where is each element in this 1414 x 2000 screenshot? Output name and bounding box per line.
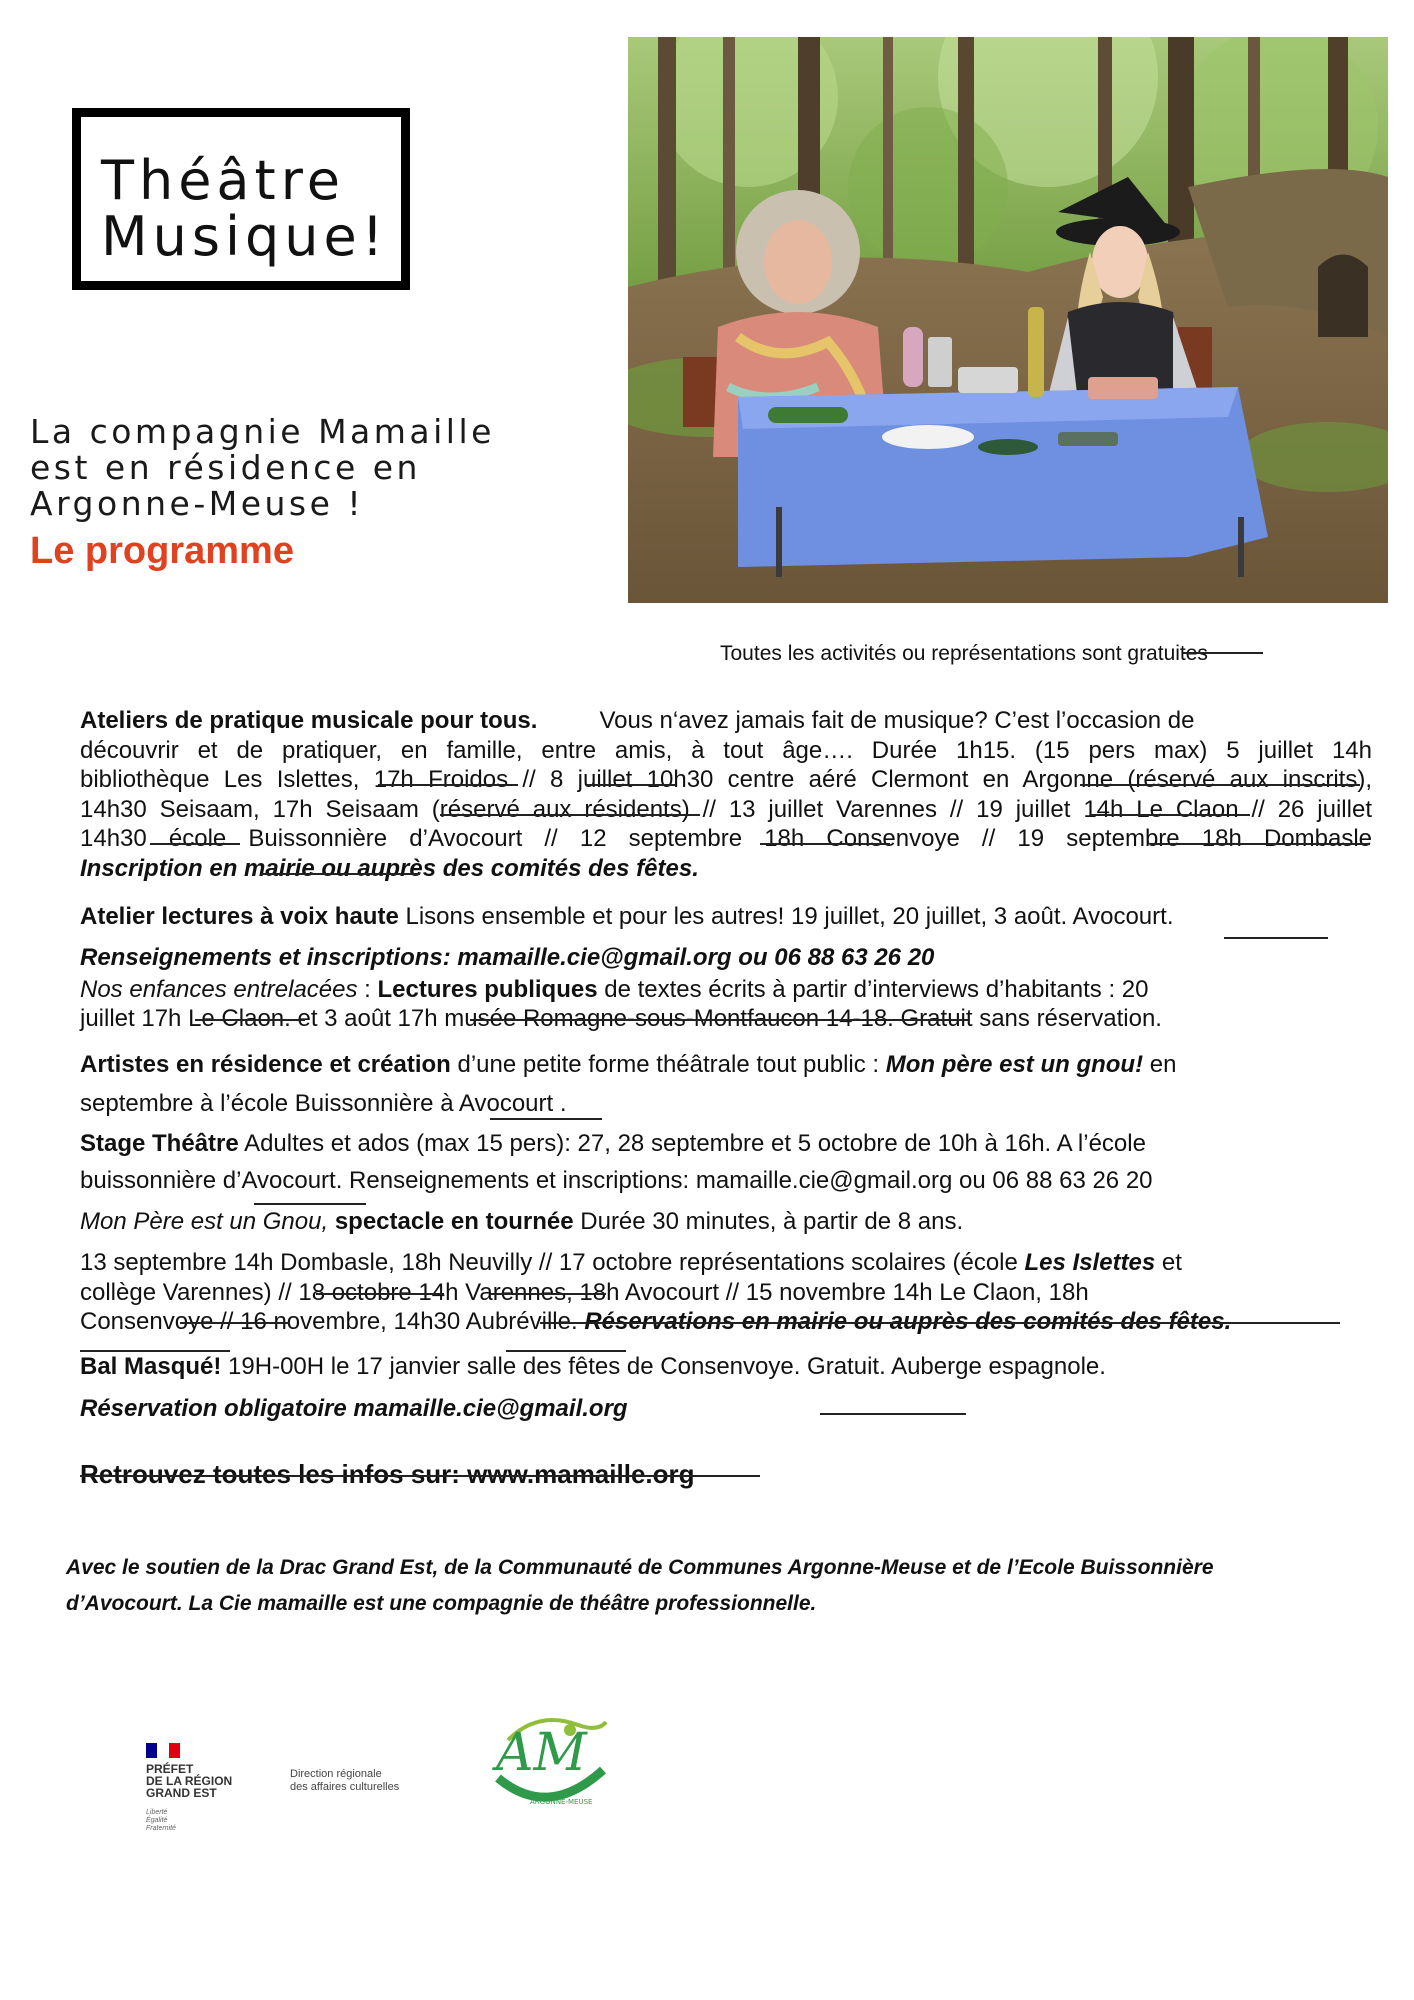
tournee-dates-end: et: [1155, 1249, 1182, 1276]
rule-line: [1224, 937, 1328, 939]
programme-title: Le programme: [30, 530, 294, 572]
prefet-line-3: GRAND EST: [146, 1786, 217, 1800]
enfances-sep: :: [357, 976, 378, 1003]
motto-liberte: Liberté: [146, 1809, 168, 1816]
rule-line: [195, 1019, 305, 1021]
rule-line: [490, 1118, 602, 1120]
stage-heading: Stage Théâtre: [80, 1130, 239, 1157]
motto-egalite: Égalité: [146, 1817, 168, 1824]
title-line-theatre: Théâtre: [101, 149, 345, 212]
support-statement: [66, 1550, 1386, 1622]
rule-line: [820, 1413, 966, 1415]
ateliers-line-5: 14h30 école Buissonnière d’Avocourt // 12 septembre 18h Consenvoye // 19 septembre 18h Dombasle: [80, 825, 1372, 852]
enfances-rest: de textes écrits à partir d’interviews d’habitants : 20: [597, 976, 1149, 1003]
ateliers-line-1: [80, 706, 1372, 736]
tournee-heading: spectacle en tournée: [328, 1208, 574, 1235]
support-line-1: Avec le soutien de la Drac Grand Est, de la Communauté de Communes Argonne-Meuse et de l’Ecole Buissonnière: [66, 1556, 1214, 1579]
residence-text: d’une petite forme théâtrale tout public :: [450, 1051, 886, 1078]
prefet-motto: [146, 1809, 176, 1833]
bal-line: [80, 1352, 1372, 1382]
stage-line-2: buissonnière d’Avocourt. Renseignements et inscriptions: mamaille.cie@gmail.org ou 06 88 63 26 20: [80, 1167, 1153, 1194]
motto-fraternite: Fraternité: [146, 1825, 176, 1832]
lectures-publiques: Lectures publiques: [377, 976, 598, 1003]
ateliers-line-2: découvrir et de pratiquer, en famille, entre amis, à tout âge…. Durée 1h15. (15 pers max) 5 juillet 14h: [80, 736, 1372, 764]
am-letters: AM: [496, 1723, 587, 1783]
rule-line: [506, 1350, 626, 1352]
support-line-2: d’Avocourt. La Cie mamaille est une compagnie de théâtre professionnelle.: [66, 1592, 817, 1615]
ateliers-intro: Vous n‘avez jamais fait de musique? C’est l’occasion de: [599, 707, 1195, 734]
argonne-meuse-logo: [478, 1700, 618, 1816]
stage-line-1: [80, 1129, 1372, 1159]
rule-line: [80, 1475, 760, 1477]
tournee-dates-text-3: Consenvoye // 16 novembre, 14h30 Aubréville.: [80, 1308, 585, 1335]
prefet-line-2: DE LA RÉGION: [146, 1774, 233, 1788]
tournee-dates-line-2: collège Varennes) // 18 octobre 14h Varennes, 18h Avocourt // 15 novembre 14h Le Claon, 18h: [80, 1278, 1089, 1306]
drac-line-1: Direction régionale: [290, 1768, 382, 1780]
argonne-meuse-emblem: [478, 1700, 618, 1816]
am-ring-text: ARGONNE-MEUSE: [530, 1798, 593, 1806]
forest-picnic-illustration: [628, 37, 1388, 603]
rule-line: [1150, 843, 1370, 845]
intro-line-3: Argonne-Meuse !: [30, 484, 365, 523]
tournee-dates-line-1: [80, 1248, 1372, 1278]
tournee-dates-text: 13 septembre 14h Dombasle, 18h Neuvilly // 17 octobre représentations scolaires (école: [80, 1249, 1025, 1276]
bal-reservation: Réservation obligatoire mamaille.cie@gmail.org: [80, 1395, 628, 1422]
rule-line: [540, 1322, 1340, 1324]
intro-line-2: est en résidence en: [30, 448, 421, 487]
rule-line: [316, 1293, 444, 1295]
rule-line: [1080, 784, 1360, 786]
tournee-islettes: Les Islettes: [1024, 1249, 1156, 1276]
rule-line: [260, 873, 420, 875]
rule-line: [586, 784, 676, 786]
ateliers-heading: Ateliers de pratique musicale pour tous.: [80, 707, 538, 734]
bal-heading: Bal Masqué!: [80, 1353, 222, 1380]
residence-line-2: septembre à l’école Buissonnière à Avocourt .: [80, 1090, 567, 1117]
rule-line: [254, 1203, 366, 1205]
drac-label: [290, 1768, 399, 1794]
enfances-line-1: [80, 975, 1372, 1005]
tournee-title: Mon Père est un Gnou,: [80, 1208, 329, 1235]
prefet-region-logo: [146, 1743, 266, 1839]
lectures-line: [80, 902, 1372, 932]
rule-line: [378, 784, 518, 786]
ateliers-line-4: 14h30 Seisaam, 17h Seisaam (réservé aux résidents) // 13 juillet Varennes // 19 juillet 14h Le Claon // 26 juillet: [80, 795, 1372, 823]
lectures-text: Lisons ensemble et pour les autres! 19 juillet, 20 juillet, 3 août. Avocourt.: [405, 903, 1174, 930]
rule-line: [760, 843, 890, 845]
rule-line: [470, 1019, 970, 1021]
intro-line-1: La compagnie Mamaille: [30, 412, 495, 451]
residence-text-end: en: [1143, 1051, 1177, 1078]
hero-photo: [628, 37, 1388, 603]
stage-text: Adultes et ados (max 15 pers): 27, 28 septembre et 5 octobre de 10h à 16h. A l’école: [238, 1130, 1146, 1157]
rule-line: [1183, 652, 1263, 654]
ateliers-inscription: Inscription en mairie ou auprès des comités des fêtes.: [80, 854, 699, 882]
residence-line-1: [80, 1050, 1372, 1080]
title-box: [72, 108, 410, 290]
rule-line: [80, 1350, 230, 1352]
residence-heading: Artistes en résidence et création: [80, 1051, 451, 1078]
drac-line-2: des affaires culturelles: [290, 1781, 400, 1793]
rule-line: [490, 1293, 606, 1295]
prefet-line-1: PRÉFET: [146, 1762, 194, 1776]
tournee-line-1: [80, 1207, 1372, 1237]
title-line-musique: Musique!: [101, 205, 389, 268]
lectures-contact: Renseignements et inscriptions: mamaille.cie@gmail.org ou 06 88 63 26 20: [80, 944, 935, 971]
ateliers-section: [80, 706, 1372, 883]
lectures-heading: Atelier lectures à voix haute: [80, 903, 399, 930]
tournee-reservations: Réservations en mairie ou auprès des comités des fêtes.: [584, 1308, 1232, 1335]
residence-spectacle: Mon père est un gnou!: [885, 1051, 1144, 1078]
ateliers-line-3: bibliothèque Les Islettes, 17h Froidos // 8 juillet 10h30 centre aéré Clermont en Argonne (réservé aux inscrits),: [80, 766, 1372, 793]
website-link[interactable]: Retrouvez toutes les infos sur: www.mamaille.org: [80, 1459, 695, 1489]
tournee-text: Durée 30 minutes, à partir de 8 ans.: [573, 1208, 964, 1235]
rule-line: [1090, 814, 1250, 816]
bal-text: 19H-00H le 17 janvier salle des fêtes de Consenvoye. Gratuit. Auberge espagnole.: [221, 1353, 1106, 1380]
enfances-line-2: juillet 17h Le Claon. et 3 août 17h musée Romagne-sous-Montfaucon 14-18. Gratuit sans réservation.: [80, 1005, 1162, 1032]
rule-line: [180, 1322, 290, 1324]
free-activities-note: Toutes les activités ou représentations sont gratuites: [720, 642, 1208, 665]
rule-line: [150, 843, 240, 845]
enfances-title: Nos enfances entrelacées: [80, 976, 358, 1003]
french-flag-icon: [146, 1743, 180, 1758]
rule-line: [440, 814, 700, 816]
